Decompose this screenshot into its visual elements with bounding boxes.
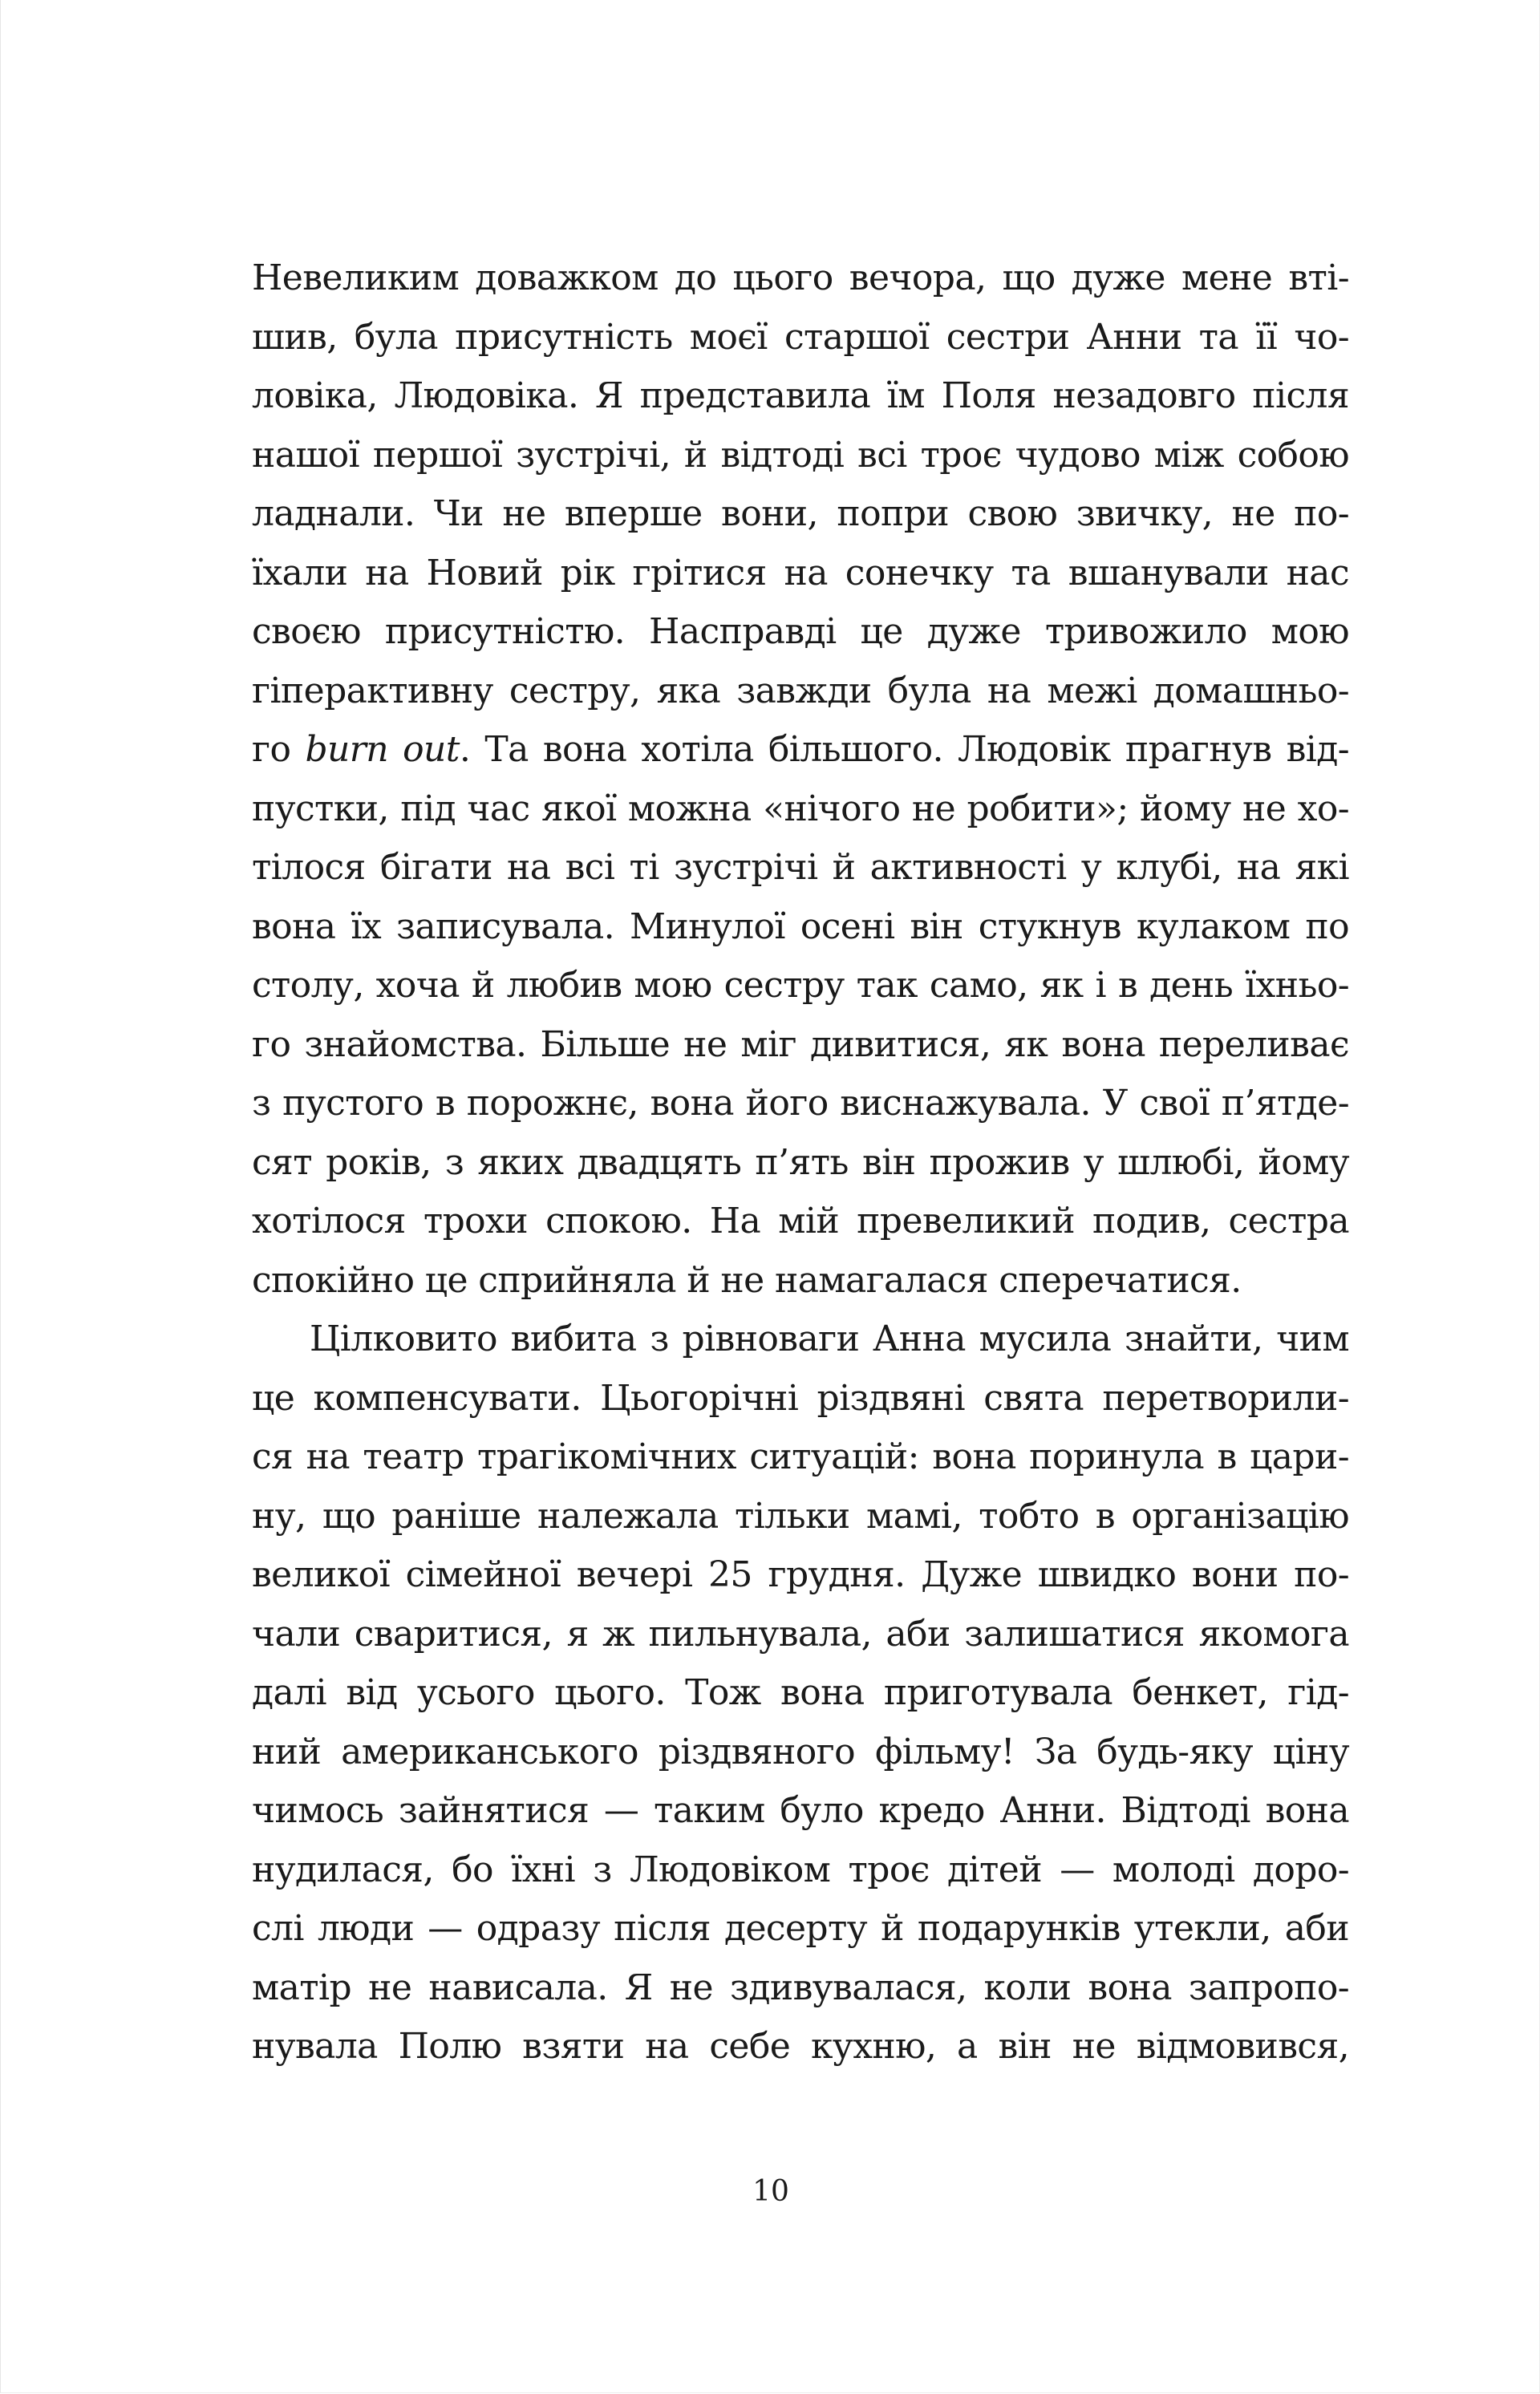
text-line: Невеликим доважком до цього вечора, що дуже мене вті-: [252, 257, 1349, 298]
text-line: вона їх записувала. Минулої осені він стукнув кулаком по: [252, 905, 1349, 947]
body-text: [252, 249, 1349, 2076]
text-line: сят років, з яких двадцять п’ять він прожив у шлюбі, йому: [252, 1141, 1349, 1183]
paragraph-2: [252, 1310, 1349, 2076]
text-line: пустки, під час якої можна «нічого не робити»; йому не хо-: [252, 788, 1349, 829]
text-line: ся на театр трагікомічних ситуацій: вона поринула в цари-: [252, 1436, 1349, 1477]
text-line: чимось зайнятися — таким було кредо Анни. Відтоді вона: [252, 1790, 1349, 1831]
text-line: шив, була присутність моєї старшої сестри Анни та її чо-: [252, 316, 1349, 358]
text-line: це компенсувати. Цьогорічні різдвяні свята перетворили-: [252, 1377, 1349, 1419]
text-line: ну, що раніше належала тільки мамі, тобто в організацію: [252, 1495, 1349, 1537]
text-line: столу, хоча й любив мою сестру так само, як і в день їхньо-: [252, 965, 1349, 1006]
text-line: чали сваритися, я ж пильнувала, аби залишатися якомога: [252, 1613, 1349, 1655]
text-line: далі від усього цього. Тож вона приготувала бенкет, гід-: [252, 1672, 1349, 1713]
italic-phrase: burn out: [305, 729, 460, 770]
paragraph-1: [252, 249, 1349, 1310]
text-line: їхали на Новий рік грітися на сонечку та вшанували нас: [252, 552, 1349, 593]
text-line: ловіка, Людовіка. Я представила їм Поля незадовго після: [252, 375, 1349, 416]
text-line: своєю присутністю. Насправді це дуже тривожило мою: [252, 611, 1349, 652]
text-line: ладнали. Чи не вперше вони, попри свою звичку, не по-: [252, 493, 1349, 534]
text-line: ний американського різдвяного фільму! За будь-яку ціну: [252, 1731, 1349, 1772]
text-line: тілося бігати на всі ті зустрічі й активності у клубі, на які: [252, 847, 1349, 888]
text-line: гіперактивну сестру, яка завжди була на межі домашньо-: [252, 670, 1349, 711]
text-line-indented: Цілковито вибита з рівноваги Анна мусила знайти, чим: [310, 1319, 1349, 1359]
text-line: хотілося трохи спокою. На мій превеликий подив, сестра: [252, 1201, 1349, 1242]
text-line: великої сімейної вечері 25 грудня. Дуже швидко вони по-: [252, 1554, 1349, 1595]
text-line: нудилася, бо їхні з Людовіком троє дітей — молоді доро-: [252, 1849, 1349, 1890]
text-line: го знайомства. Більше не міг дивитися, як вона переливає: [252, 1023, 1349, 1065]
text-line: матір не нависала. Я не здивувалася, коли вона запропо-: [252, 1967, 1349, 2008]
text-line: нашої першої зустрічі, й відтоді всі троє чудово між собою: [252, 434, 1349, 476]
page-number: 10: [752, 2175, 789, 2208]
text-line: з пустого в порожнє, вона його виснажувала. У свої п’ятде-: [252, 1083, 1349, 1124]
text-line-with-italic: го burn out. Та вона хотіла більшого. Людовік прагнув від-: [252, 729, 1349, 770]
text-line-paragraph-end: спокійно це сприйняла й не намагалася сперечатися.: [252, 1259, 1242, 1301]
text-line: слі люди — одразу після десерту й подарунків утекли, аби: [252, 1908, 1349, 1949]
text-line: нувала Полю взяти на себе кухню, а він не відмовився,: [252, 2026, 1349, 2067]
